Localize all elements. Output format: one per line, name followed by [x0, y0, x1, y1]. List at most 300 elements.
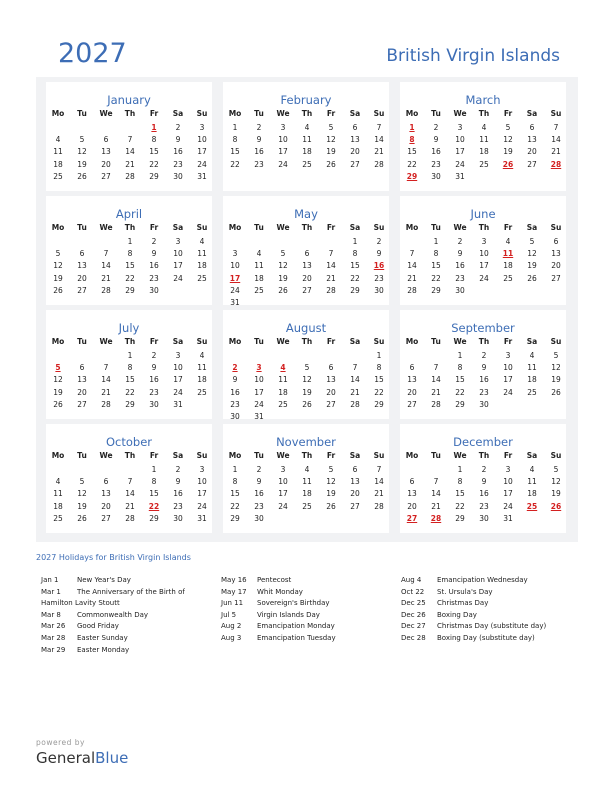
day-cell: 6 — [529, 123, 535, 132]
day-cell: 27 — [326, 399, 336, 409]
day-cell: 28 — [374, 159, 384, 169]
day-cell: 21 — [431, 387, 441, 397]
day-cell: 22 — [350, 273, 360, 283]
day-cell: 18 — [302, 147, 312, 157]
holiday-name: Pentecost — [257, 576, 292, 584]
day-cell: 26 — [77, 513, 87, 523]
day-cell: 13 — [101, 147, 111, 157]
day-cell: 27 — [551, 273, 561, 283]
day-cell: 25 — [197, 387, 207, 397]
day-cell: 31 — [197, 171, 207, 181]
month-name: March — [465, 93, 501, 107]
day-cell: 21 — [407, 273, 417, 283]
month-name: February — [280, 93, 332, 107]
day-cell: 19 — [326, 489, 336, 499]
holiday-day-cell: 22 — [148, 501, 160, 511]
day-cell: 11 — [278, 375, 288, 385]
holiday-day-cell: 28 — [430, 513, 442, 523]
month-september — [400, 310, 566, 419]
day-cell: 29 — [374, 399, 384, 409]
day-cell: 23 — [173, 501, 183, 511]
weekday-header: Sa — [172, 337, 184, 346]
powered-by-label: powered by — [36, 738, 85, 747]
day-cell: 22 — [407, 159, 417, 169]
day-cell: 5 — [553, 351, 559, 360]
weekday-header: Mo — [51, 451, 65, 460]
day-cell: 6 — [553, 237, 559, 246]
day-cell: 15 — [125, 375, 135, 385]
weekday-header: Mo — [405, 451, 419, 460]
day-cell: 8 — [151, 477, 157, 487]
day-cell: 18 — [197, 261, 207, 271]
day-cell: 4 — [55, 477, 61, 487]
day-cell: 8 — [232, 135, 238, 145]
day-cell: 11 — [527, 477, 537, 487]
day-cell: 7 — [409, 249, 415, 259]
day-cell: 8 — [151, 135, 157, 145]
day-cell: 11 — [479, 135, 489, 145]
day-cell: 25 — [503, 273, 513, 283]
day-cell: 1 — [151, 465, 157, 474]
weekday-header: Mo — [228, 451, 242, 460]
month-name: September — [451, 321, 515, 335]
day-cell: 21 — [374, 489, 384, 499]
day-cell: 2 — [256, 123, 262, 132]
month-november — [223, 424, 389, 533]
weekday-header: Mo — [228, 337, 242, 346]
brand-general: General — [36, 749, 96, 767]
day-cell: 26 — [326, 501, 336, 511]
month-name: December — [453, 435, 513, 449]
day-cell: 9 — [481, 477, 487, 487]
holiday-date: Mar 1 — [41, 587, 61, 596]
weekday-header: Fr — [503, 223, 513, 232]
day-cell: 5 — [304, 363, 310, 373]
day-cell: 14 — [125, 489, 135, 499]
day-cell: 6 — [79, 363, 85, 373]
day-cell: 25 — [197, 273, 207, 283]
holiday-name: Sovereign's Birthday — [257, 599, 330, 608]
day-cell: 24 — [173, 387, 183, 397]
day-cell: 22 — [431, 273, 441, 283]
day-cell: 23 — [149, 273, 159, 283]
weekday-header: Fr — [149, 109, 159, 118]
day-cell: 19 — [77, 501, 87, 511]
day-cell: 31 — [455, 171, 465, 181]
day-cell: 18 — [278, 387, 288, 397]
day-cell: 28 — [350, 399, 360, 409]
day-cell: 7 — [352, 363, 358, 373]
day-cell: 9 — [151, 363, 157, 373]
day-cell: 28 — [326, 285, 336, 295]
day-cell: 23 — [374, 273, 384, 283]
day-cell: 20 — [551, 261, 561, 271]
day-cell: 18 — [254, 273, 264, 283]
day-cell: 18 — [53, 501, 63, 511]
calendar-grid — [36, 77, 578, 542]
holiday-day-cell: 27 — [406, 513, 418, 523]
day-cell: 28 — [101, 399, 111, 409]
day-cell: 13 — [77, 261, 87, 271]
weekday-header: Tu — [254, 337, 264, 346]
weekday-header: We — [276, 451, 290, 460]
day-cell: 23 — [455, 273, 465, 283]
day-cell: 25 — [527, 387, 537, 397]
month-june — [400, 196, 566, 305]
day-cell: 5 — [328, 465, 334, 474]
day-cell: 22 — [125, 273, 135, 283]
day-cell: 15 — [149, 147, 159, 157]
weekday-header: Su — [550, 223, 562, 232]
month-name: January — [107, 93, 151, 107]
holiday-date: Mar 29 — [41, 645, 66, 654]
day-cell: 26 — [53, 285, 63, 295]
weekday-header: Tu — [431, 109, 441, 118]
weekday-header: Th — [301, 451, 313, 460]
weekday-header: Tu — [254, 109, 264, 118]
day-cell: 4 — [256, 249, 262, 259]
holiday-day-cell: 28 — [550, 159, 562, 169]
day-cell: 12 — [53, 375, 63, 385]
weekday-header: Sa — [526, 109, 538, 118]
day-cell: 16 — [479, 375, 489, 385]
day-cell: 24 — [479, 273, 489, 283]
day-cell: 28 — [431, 399, 441, 409]
day-cell: 23 — [230, 399, 240, 409]
weekday-header: Mo — [405, 223, 419, 232]
day-cell: 11 — [197, 249, 207, 259]
weekday-header: Su — [550, 109, 562, 118]
day-cell: 25 — [53, 171, 63, 181]
day-cell: 3 — [505, 465, 511, 474]
month-march — [400, 82, 566, 191]
weekday-header: Su — [373, 109, 385, 118]
day-cell: 13 — [407, 375, 417, 385]
weekday-header: Sa — [172, 223, 184, 232]
day-cell: 4 — [481, 123, 487, 132]
holiday-date: Aug 4 — [401, 576, 422, 584]
month-may — [223, 196, 389, 305]
weekday-header: Mo — [405, 109, 419, 118]
day-cell: 19 — [326, 147, 336, 157]
day-cell: 15 — [407, 147, 417, 157]
day-cell: 15 — [125, 261, 135, 271]
month-name: November — [276, 435, 336, 449]
day-cell: 5 — [505, 123, 511, 132]
holiday-day-cell: 25 — [526, 501, 538, 511]
day-cell: 31 — [503, 513, 513, 523]
holiday-name: Whit Monday — [257, 587, 303, 596]
day-cell: 9 — [175, 135, 181, 145]
day-cell: 5 — [280, 249, 286, 259]
day-cell: 1 — [352, 237, 358, 246]
holiday-day-cell: 16 — [373, 261, 385, 271]
day-cell: 4 — [55, 135, 61, 145]
day-cell: 17 — [278, 147, 288, 157]
day-cell: 16 — [254, 147, 264, 157]
day-cell: 4 — [304, 123, 310, 132]
day-cell: 23 — [254, 159, 264, 169]
day-cell: 16 — [455, 261, 465, 271]
holiday-date: Jun 11 — [221, 599, 244, 608]
day-cell: 18 — [302, 489, 312, 499]
day-cell: 12 — [302, 375, 312, 385]
day-cell: 26 — [53, 399, 63, 409]
day-cell: 4 — [529, 351, 535, 360]
day-cell: 25 — [302, 501, 312, 511]
day-cell: 20 — [350, 147, 360, 157]
day-cell: 13 — [527, 135, 537, 145]
day-cell: 6 — [304, 249, 310, 259]
weekday-header: Th — [124, 223, 136, 232]
holiday-date: Dec 25 — [401, 599, 426, 608]
day-cell: 7 — [127, 477, 133, 487]
day-cell: 12 — [326, 135, 336, 145]
day-cell: 2 — [376, 237, 382, 246]
day-cell: 30 — [149, 399, 159, 409]
day-cell: 13 — [350, 477, 360, 487]
day-cell: 2 — [151, 351, 157, 360]
day-cell: 18 — [53, 159, 63, 169]
day-cell: 1 — [127, 237, 133, 246]
day-cell: 10 — [455, 135, 465, 145]
day-cell: 9 — [175, 477, 181, 487]
day-cell: 20 — [101, 159, 111, 169]
day-cell: 12 — [503, 135, 513, 145]
day-cell: 14 — [407, 261, 417, 271]
day-cell: 19 — [551, 375, 561, 385]
day-cell: 11 — [302, 477, 312, 487]
weekday-header: Th — [301, 223, 313, 232]
day-cell: 1 — [433, 237, 439, 246]
holiday-day-cell: 8 — [409, 135, 415, 145]
day-cell: 3 — [199, 465, 205, 474]
holiday-name: Boxing Day — [437, 610, 477, 619]
day-cell: 27 — [527, 159, 537, 169]
holiday-name: Emancipation Monday — [257, 622, 335, 631]
day-cell: 6 — [409, 363, 415, 373]
day-cell: 23 — [173, 159, 183, 169]
day-cell: 10 — [254, 375, 264, 385]
day-cell: 20 — [527, 147, 537, 157]
day-cell: 9 — [376, 249, 382, 259]
day-cell: 27 — [350, 159, 360, 169]
day-cell: 12 — [326, 477, 336, 487]
day-cell: 10 — [230, 261, 240, 271]
day-cell: 9 — [457, 249, 463, 259]
day-cell: 4 — [304, 465, 310, 474]
day-cell: 3 — [505, 351, 511, 360]
weekday-header: Su — [196, 109, 208, 118]
day-cell: 17 — [173, 261, 183, 271]
weekday-header: Fr — [326, 451, 336, 460]
day-cell: 12 — [527, 249, 537, 259]
day-cell: 16 — [254, 489, 264, 499]
day-cell: 30 — [431, 171, 441, 181]
day-cell: 1 — [232, 123, 238, 132]
holiday-day-cell: 1 — [151, 123, 157, 132]
day-cell: 6 — [103, 477, 109, 487]
weekday-header: We — [276, 223, 290, 232]
day-cell: 15 — [230, 489, 240, 499]
day-cell: 14 — [125, 147, 135, 157]
weekday-header: Fr — [326, 223, 336, 232]
day-cell: 6 — [352, 465, 358, 474]
day-cell: 23 — [149, 387, 159, 397]
day-cell: 21 — [101, 273, 111, 283]
weekday-header: Th — [124, 451, 136, 460]
day-cell: 21 — [125, 159, 135, 169]
weekday-header: Su — [373, 451, 385, 460]
day-cell: 9 — [151, 249, 157, 259]
weekday-header: We — [276, 109, 290, 118]
day-cell: 2 — [256, 465, 262, 474]
day-cell: 29 — [455, 399, 465, 409]
day-cell: 2 — [433, 123, 439, 132]
day-cell: 20 — [407, 501, 417, 511]
holiday-date: Dec 26 — [401, 610, 426, 619]
weekday-header: Fr — [149, 451, 159, 460]
day-cell: 2 — [175, 123, 181, 132]
weekday-header: Mo — [228, 223, 242, 232]
day-cell: 30 — [173, 171, 183, 181]
day-cell: 3 — [199, 123, 205, 132]
day-cell: 10 — [503, 477, 513, 487]
holiday-name: Easter Monday — [77, 645, 130, 654]
month-name: May — [294, 207, 318, 221]
day-cell: 29 — [149, 513, 159, 523]
day-cell: 14 — [101, 375, 111, 385]
day-cell: 29 — [125, 285, 135, 295]
weekday-header: Tu — [77, 337, 87, 346]
day-cell: 10 — [503, 363, 513, 373]
day-cell: 11 — [254, 261, 264, 271]
day-cell: 19 — [503, 147, 513, 157]
holiday-day-cell: 1 — [409, 123, 415, 132]
day-cell: 5 — [553, 465, 559, 474]
weekday-header: We — [453, 223, 467, 232]
day-cell: 10 — [278, 477, 288, 487]
day-cell: 7 — [553, 123, 559, 132]
day-cell: 25 — [53, 513, 63, 523]
day-cell: 6 — [352, 123, 358, 132]
day-cell: 13 — [350, 135, 360, 145]
day-cell: 19 — [77, 159, 87, 169]
weekday-header: We — [99, 451, 113, 460]
day-cell: 26 — [302, 399, 312, 409]
holiday-name: Boxing Day (substitute day) — [437, 633, 535, 642]
weekday-header: Tu — [77, 223, 87, 232]
day-cell: 27 — [77, 285, 87, 295]
weekday-header: Mo — [51, 109, 65, 118]
day-cell: 18 — [527, 489, 537, 499]
day-cell: 5 — [328, 123, 334, 132]
day-cell: 11 — [53, 489, 63, 499]
day-cell: 19 — [302, 387, 312, 397]
day-cell: 10 — [479, 249, 489, 259]
holiday-name: St. Ursula's Day — [437, 587, 493, 596]
day-cell: 16 — [149, 261, 159, 271]
day-cell: 3 — [280, 123, 286, 132]
weekday-header: Fr — [326, 109, 336, 118]
day-cell: 12 — [551, 477, 561, 487]
day-cell: 22 — [455, 501, 465, 511]
day-cell: 29 — [455, 513, 465, 523]
day-cell: 19 — [551, 489, 561, 499]
day-cell: 10 — [278, 135, 288, 145]
day-cell: 14 — [350, 375, 360, 385]
day-cell: 16 — [431, 147, 441, 157]
holiday-day-cell: 3 — [256, 363, 262, 373]
day-cell: 4 — [505, 237, 511, 246]
day-cell: 1 — [232, 465, 238, 474]
day-cell: 25 — [278, 399, 288, 409]
weekday-header: Sa — [172, 451, 184, 460]
day-cell: 23 — [479, 387, 489, 397]
day-cell: 8 — [457, 477, 463, 487]
day-cell: 24 — [503, 501, 513, 511]
holiday-date: May 17 — [221, 587, 247, 596]
day-cell: 15 — [374, 375, 384, 385]
day-cell: 17 — [197, 147, 207, 157]
day-cell: 4 — [529, 465, 535, 474]
day-cell: 12 — [53, 261, 63, 271]
day-cell: 17 — [503, 489, 513, 499]
day-cell: 19 — [278, 273, 288, 283]
weekday-header: Sa — [526, 451, 538, 460]
day-cell: 9 — [232, 375, 238, 385]
weekday-header: Tu — [431, 451, 441, 460]
weekday-header: Tu — [254, 223, 264, 232]
weekday-header: Sa — [172, 109, 184, 118]
weekday-header: Fr — [149, 337, 159, 346]
day-cell: 29 — [230, 513, 240, 523]
day-cell: 29 — [125, 399, 135, 409]
day-cell: 3 — [457, 123, 463, 132]
day-cell: 21 — [350, 387, 360, 397]
day-cell: 17 — [503, 375, 513, 385]
weekday-header: Fr — [149, 223, 159, 232]
day-cell: 27 — [101, 513, 111, 523]
weekday-header: Tu — [431, 337, 441, 346]
weekday-header: Tu — [77, 451, 87, 460]
weekday-header: Sa — [349, 109, 361, 118]
weekday-header: Th — [478, 337, 490, 346]
weekday-header: Sa — [349, 451, 361, 460]
day-cell: 14 — [374, 135, 384, 145]
brand-logo[interactable] — [36, 749, 128, 767]
weekday-header: Th — [301, 337, 313, 346]
day-cell: 19 — [53, 273, 63, 283]
weekday-header: Sa — [526, 223, 538, 232]
day-cell: 2 — [481, 465, 487, 474]
day-cell: 27 — [302, 285, 312, 295]
holiday-date: Aug 2 — [221, 622, 242, 631]
holiday-date: Jan 1 — [41, 576, 59, 584]
month-december — [400, 424, 566, 533]
holidays-title: 2027 Holidays for British Virgin Islands — [36, 553, 191, 562]
holiday-day-cell: 2 — [232, 363, 238, 373]
day-cell: 14 — [374, 477, 384, 487]
day-cell: 14 — [431, 489, 441, 499]
day-cell: 24 — [254, 399, 264, 409]
day-cell: 13 — [77, 375, 87, 385]
day-cell: 9 — [433, 135, 439, 145]
holiday-name: Christmas Day — [437, 599, 489, 608]
day-cell: 9 — [256, 477, 262, 487]
month-july — [46, 310, 212, 419]
day-cell: 16 — [479, 489, 489, 499]
